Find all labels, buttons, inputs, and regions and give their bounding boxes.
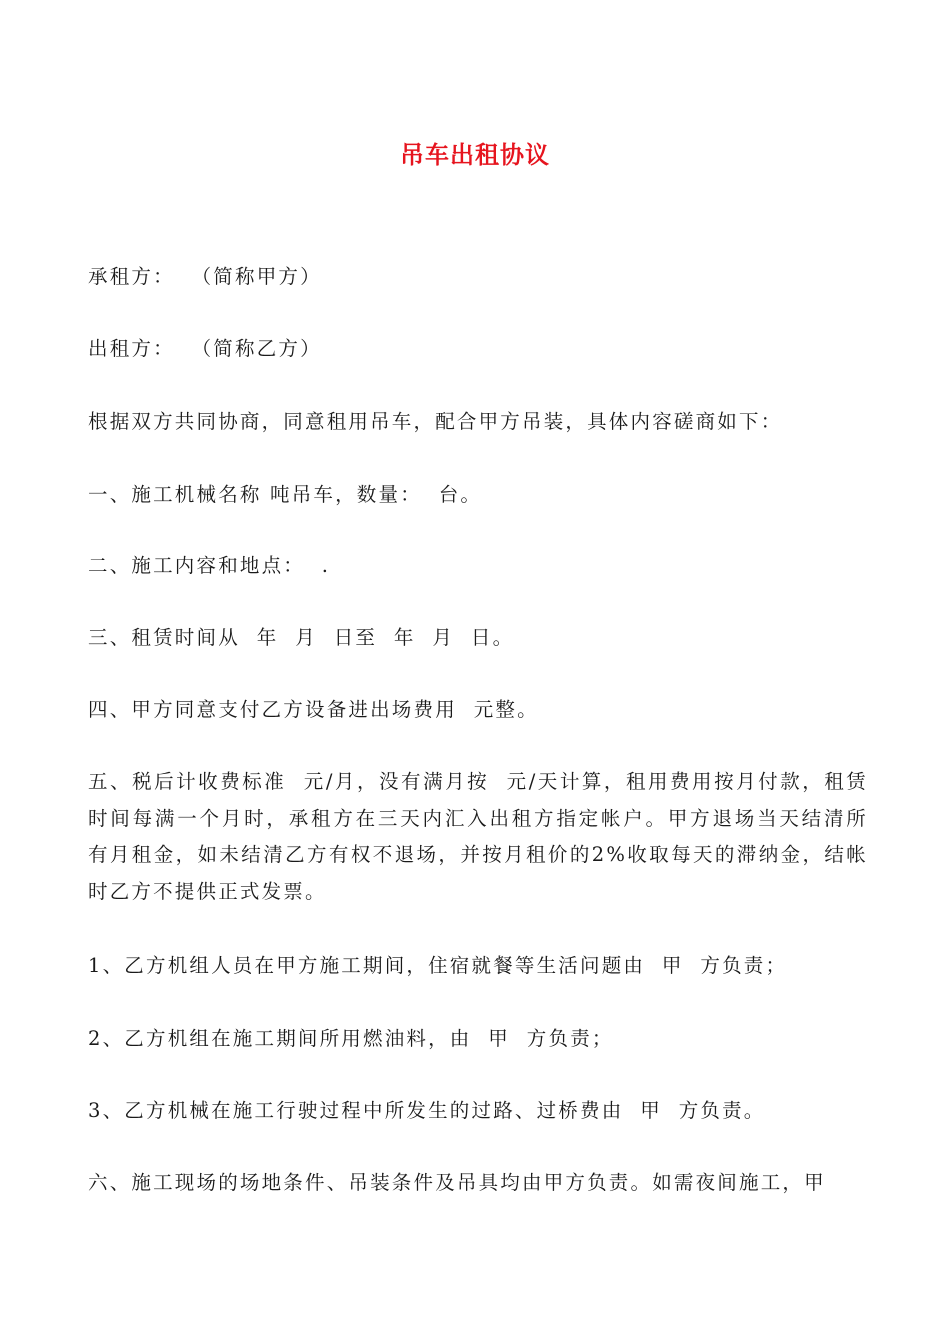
lessor-line: 出租方： （简称乙方） [88,337,322,360]
lessee-line: 承租方： （简称甲方） [88,265,322,288]
clause-2: 二、施工内容和地点： . [88,554,331,577]
clause-3: 三、租赁时间从 年 月 日至 年 月 日。 [88,626,515,649]
document-title: 吊车出租协议 [400,141,550,169]
sub-clause-2: 2、乙方机组在施工期间所用燃油料，由 甲 方负责； [88,1027,614,1050]
clause-5: 五、税后计收费标准 元/月，没有满月按 元/天计算，租用费用按月付款，租赁时间每满一个月时，承租方在三天内汇入出租方指定帐户。甲方退场当天结清所有月租金，如未结清乙方有权不退场，并按月租价的2%收取每天的滞纳金，结帐时乙方不提供正式发票。 [88,770,868,903]
preamble-paragraph: 根据双方共同协商，同意租用吊车，配合甲方吊装，具体内容磋商如下： [88,410,783,433]
clause-4: 四、甲方同意支付乙方设备进出场费用 元整。 [88,698,539,721]
sub-clause-3: 3、乙方机械在施工行驶过程中所发生的过路、过桥费由 甲 方负责。 [88,1099,766,1122]
sub-clause-1: 1、乙方机组人员在甲方施工期间，住宿就餐等生活问题由 甲 方负责； [88,954,788,977]
clause-1: 一、施工机械名称 吨吊车，数量： 台。 [88,483,483,506]
clause-6: 六、施工现场的场地条件、吊装条件及吊具均由甲方负责。如需夜间施工，甲 [88,1171,826,1194]
